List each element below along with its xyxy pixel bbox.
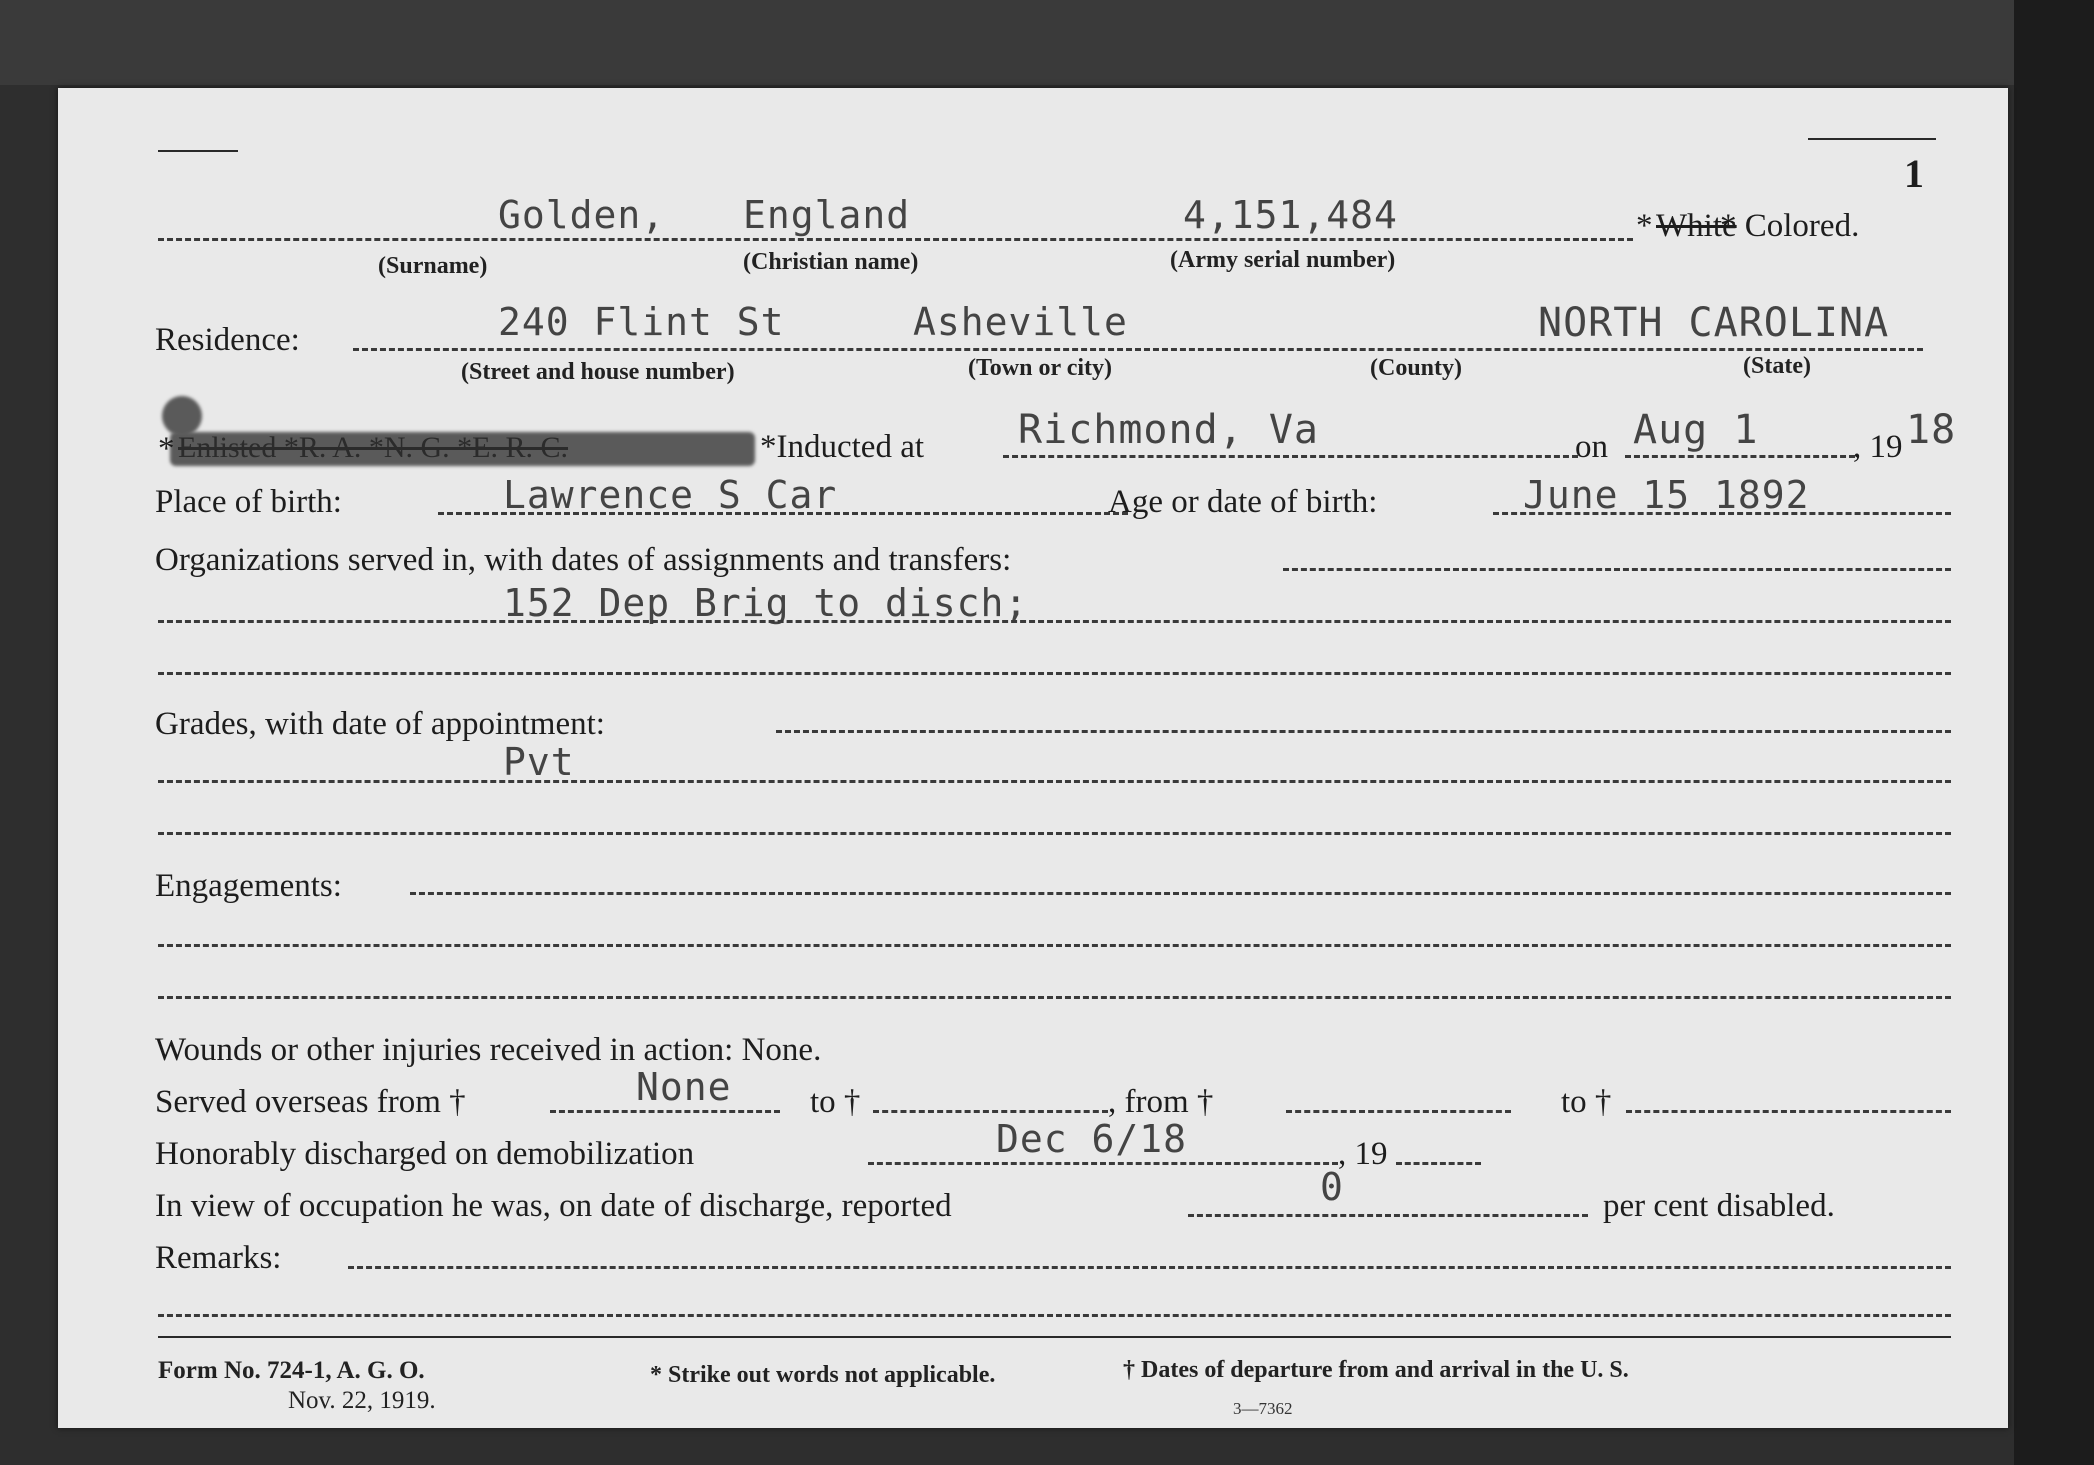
inducted-at-line bbox=[1003, 455, 1578, 458]
discharge-value: Dec 6/18 bbox=[996, 1117, 1188, 1161]
form-number: Form No. 724-1, A. G. O. bbox=[158, 1357, 425, 1384]
overseas-label: Served overseas from † bbox=[155, 1084, 466, 1120]
christian-name-value: England bbox=[743, 193, 911, 237]
overseas-from-line bbox=[550, 1110, 780, 1113]
residence-label: Residence: bbox=[155, 322, 300, 358]
street-caption: (Street and house number) bbox=[461, 359, 735, 385]
residence-street-value: 240 Flint St bbox=[498, 300, 785, 344]
organizations-line-1 bbox=[1283, 568, 1951, 571]
redaction-smudge bbox=[162, 396, 202, 436]
surname-value: Golden, bbox=[498, 193, 666, 237]
grades-line-1 bbox=[776, 730, 1951, 733]
overseas-to-line-1 bbox=[873, 1110, 1108, 1113]
on-label: on bbox=[1575, 429, 1608, 465]
print-code: 3—7362 bbox=[1233, 1399, 1293, 1418]
age-value: June 15 1892 bbox=[1523, 473, 1810, 517]
top-left-rule bbox=[158, 150, 238, 152]
strike-note: * Strike out words not applicable. bbox=[650, 1362, 996, 1388]
surname-caption: (Surname) bbox=[378, 253, 488, 279]
disability-value: 0 bbox=[1320, 1165, 1344, 1209]
remarks-label: Remarks: bbox=[155, 1240, 282, 1276]
remarks-line-1 bbox=[348, 1266, 1951, 1269]
wounds-label: Wounds or other injuries received in action: None. bbox=[155, 1032, 822, 1068]
organizations-value: 152 Dep Brig to disch; bbox=[503, 581, 1029, 625]
organizations-line-2 bbox=[158, 620, 1951, 623]
overseas-from-label-2: , from † bbox=[1108, 1084, 1214, 1120]
scan-background-right bbox=[2014, 0, 2094, 1465]
discharge-line bbox=[868, 1162, 1338, 1165]
age-label: Age or date of birth: bbox=[1108, 484, 1378, 520]
grades-line-2 bbox=[158, 780, 1951, 783]
organizations-line-3 bbox=[158, 672, 1951, 675]
discharge-year-label: , 19 bbox=[1338, 1136, 1388, 1172]
discharge-year-line bbox=[1396, 1162, 1481, 1165]
induction-date-line bbox=[1625, 455, 1855, 458]
residence-town-value: Asheville bbox=[913, 300, 1128, 344]
scan-background-top bbox=[0, 0, 2094, 85]
grades-value: Pvt bbox=[503, 740, 575, 784]
inducted-at-label: *Inducted at bbox=[760, 429, 925, 465]
disability-line bbox=[1188, 1214, 1588, 1217]
county-caption: (County) bbox=[1370, 355, 1463, 381]
race-white-struck: White bbox=[1656, 208, 1737, 244]
enlisted-star: * bbox=[158, 431, 175, 467]
place-of-birth-value: Lawrence S Car bbox=[503, 473, 838, 517]
induction-year-value: 18 bbox=[1906, 407, 1957, 453]
overseas-to-label-2: to † bbox=[1561, 1084, 1612, 1120]
grades-line-3 bbox=[158, 832, 1951, 835]
town-caption: (Town or city) bbox=[968, 355, 1112, 381]
engagements-label: Engagements: bbox=[155, 868, 342, 904]
name-line bbox=[158, 238, 1633, 241]
race-colored: * Colored. bbox=[1720, 208, 1860, 244]
disability-suffix: per cent disabled. bbox=[1603, 1188, 1835, 1224]
footer-rule bbox=[158, 1336, 1951, 1338]
top-right-rule bbox=[1808, 138, 1936, 140]
card-number: 1 bbox=[1904, 151, 1924, 196]
place-of-birth-line bbox=[438, 512, 1128, 515]
residence-state-value: NORTH CAROLINA bbox=[1538, 300, 1890, 346]
christian-name-caption: (Christian name) bbox=[743, 249, 919, 275]
age-line bbox=[1493, 512, 1951, 515]
place-of-birth-label: Place of birth: bbox=[155, 484, 342, 520]
engagements-line-2 bbox=[158, 944, 1951, 947]
dates-note: † Dates of departure from and arrival in the U. S. bbox=[1123, 1357, 1629, 1383]
residence-line bbox=[353, 348, 1923, 351]
form-date: Nov. 22, 1919. bbox=[288, 1387, 436, 1414]
overseas-to-label-1: to † bbox=[810, 1084, 861, 1120]
serial-number-value: 4,151,484 bbox=[1183, 193, 1398, 237]
serial-number-caption: (Army serial number) bbox=[1170, 247, 1396, 273]
induction-date-value: Aug 1 bbox=[1633, 407, 1759, 453]
service-record-card bbox=[58, 88, 2008, 1428]
overseas-from-line-2 bbox=[1286, 1110, 1511, 1113]
discharge-label: Honorably discharged on demobilization bbox=[155, 1136, 695, 1172]
induction-year-prefix: , 19 bbox=[1853, 429, 1903, 465]
overseas-to-line-2 bbox=[1626, 1110, 1951, 1113]
state-caption: (State) bbox=[1743, 353, 1811, 379]
engagements-line-1 bbox=[410, 892, 1951, 895]
grades-label: Grades, with date of appointment: bbox=[155, 706, 605, 742]
remarks-line-2 bbox=[158, 1314, 1951, 1317]
overseas-from-value: None bbox=[636, 1065, 732, 1109]
organizations-label: Organizations served in, with dates of assignments and transfers: bbox=[155, 542, 1012, 578]
disability-label: In view of occupation he was, on date of discharge, reported bbox=[155, 1188, 952, 1224]
race-star: * bbox=[1636, 208, 1653, 244]
engagements-line-3 bbox=[158, 996, 1951, 999]
inducted-at-value: Richmond, Va bbox=[1018, 407, 1319, 453]
enlisted-struck-options: Enlisted *R. A. *N. G. *E. R. C. bbox=[178, 431, 569, 464]
